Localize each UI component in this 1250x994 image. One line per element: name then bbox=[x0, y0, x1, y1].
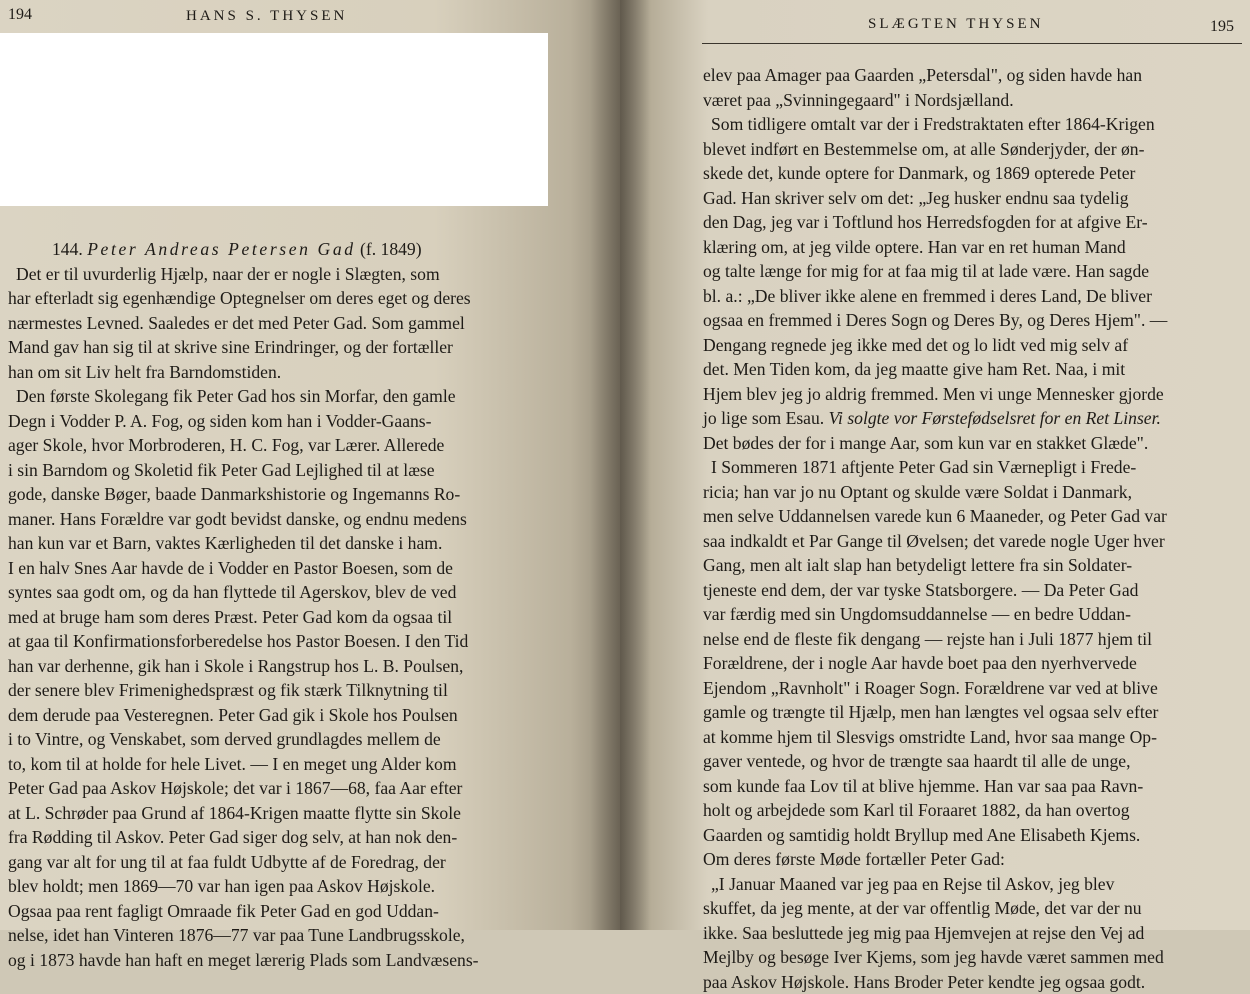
text-line: bl. a.: „De bliver ikke alene en fremmed i deres Land, De bliver bbox=[703, 284, 1243, 309]
text-line: nelse end de fleste fik dengang — rejste han i Juli 1877 hjem til bbox=[703, 627, 1243, 652]
text-line: blevet indført en Bestemmelse om, at alle Sønderjyder, der øn- bbox=[703, 137, 1243, 162]
text-line: Gang, men alt ialt slap han betydeligt lettere fra sin Soldater- bbox=[703, 553, 1243, 578]
text-line: Peter Gad paa Askov Højskole; det var i 1867—68, faa Aar efter bbox=[8, 776, 553, 801]
left-folio: 194 bbox=[8, 6, 32, 24]
right-folio: 195 bbox=[1210, 18, 1234, 36]
text-line: nærmestes Levned. Saaledes er det med Peter Gad. Som gammel bbox=[8, 311, 553, 336]
text-line: holt og arbejdede som Karl til Foraaret 1882, da han overtog bbox=[703, 798, 1243, 823]
text-line: Som tidligere omtalt var der i Fredstraktaten efter 1864-Krigen bbox=[703, 112, 1243, 137]
text-line: Dengang regnede jeg ikke med det og lo lidt ved mig selv af bbox=[703, 333, 1243, 358]
text-line: syntes saa godt om, og da han flyttede til Agerskov, blev de ved bbox=[8, 580, 553, 605]
text-line: klæring om, at jeg vilde optere. Han var en ret human Mand bbox=[703, 235, 1243, 260]
entry-heading bbox=[8, 237, 553, 262]
right-running-head: SLÆGTEN THYSEN bbox=[868, 16, 1043, 33]
text-segment: jo lige som Esau. bbox=[703, 408, 824, 428]
entry-number: 144. bbox=[52, 239, 83, 259]
text-line: Ejendom „Ravnholt" i Roager Sogn. Forældrene var ved at blive bbox=[703, 676, 1243, 701]
entry-name: Peter Andreas Petersen Gad bbox=[87, 239, 355, 259]
text-line: ricia; han var jo nu Optant og skulde være Soldat i Danmark, bbox=[703, 480, 1243, 505]
text-line: tjeneste end dem, der var tyske Statsborgere. — Da Peter Gad bbox=[703, 578, 1243, 603]
text-line: Gaarden og samtidig holdt Bryllup med Ane Elisabeth Kjems. bbox=[703, 823, 1243, 848]
book-gutter-shadow bbox=[590, 0, 650, 930]
text-line: dem derude paa Vesteregnen. Peter Gad gik i Skole hos Poulsen bbox=[8, 703, 553, 728]
left-page bbox=[0, 0, 620, 930]
text-line: gamle og trængte til Hjælp, men han længtes vel ogsaa selv efter bbox=[703, 700, 1243, 725]
text-line: I Sommeren 1871 aftjente Peter Gad sin Værnepligt i Frede- bbox=[703, 455, 1243, 480]
text-line: han var derhenne, gik han i Skole i Rangstrup hos L. B. Poulsen, bbox=[8, 654, 553, 679]
text-line: i sin Barndom og Skoletid fik Peter Gad Lejlighed til at læse bbox=[8, 458, 553, 483]
text-line: Den første Skolegang fik Peter Gad hos sin Morfar, den gamle bbox=[8, 384, 553, 409]
text-line: Ogsaa paa rent fagligt Omraade fik Peter Gad en god Uddan- bbox=[8, 899, 553, 924]
text-line: fra Rødding til Askov. Peter Gad siger dog selv, at han nok den- bbox=[8, 825, 553, 850]
entry-years: (f. 1849) bbox=[360, 239, 422, 259]
text-line: skede det, kunde optere for Danmark, og 1869 opterede Peter bbox=[703, 161, 1243, 186]
text-line: han om sit Liv helt fra Barndomstiden. bbox=[8, 360, 553, 385]
text-line: og i 1873 havde han haft en meget lærerig Plads som Landvæsens- bbox=[8, 948, 553, 973]
text-line: Mand gav han sig til at skrive sine Erindringer, og der fortæller bbox=[8, 335, 553, 360]
text-line: paa Askov Højskole. Hans Broder Peter kendte jeg ogsaa godt. bbox=[703, 970, 1243, 994]
text-line: med at bruge ham som deres Præst. Peter Gad kom da ogsaa til bbox=[8, 605, 553, 630]
text-line: ikke. Saa besluttede jeg mig paa Hjemvejen at rejse den Vej ad bbox=[703, 921, 1243, 946]
text-line: Degn i Vodder P. A. Fog, og siden kom han i Vodder-Gaans- bbox=[8, 409, 553, 434]
text-line: det. Men Tiden kom, da jeg maatte give ham Ret. Naa, i mit bbox=[703, 357, 1243, 382]
text-line: at gaa til Konfirmationsforberedelse hos Pastor Boesen. I den Tid bbox=[8, 629, 553, 654]
text-line: ager Skole, hvor Morbroderen, H. C. Fog, var Lærer. Allerede bbox=[8, 433, 553, 458]
right-header-rule bbox=[702, 43, 1242, 44]
text-line: „I Januar Maaned var jeg paa en Rejse til Askov, jeg blev bbox=[703, 872, 1243, 897]
text-line: gaver ventede, og hvor de trængte saa haardt til alle de unge, bbox=[703, 749, 1243, 774]
right-text-column bbox=[703, 63, 1243, 994]
text-line: maner. Hans Forældre var godt bevidst danske, og endnu medens bbox=[8, 507, 553, 532]
text-line: han kun var et Barn, vaktes Kærligheden til det danske i ham. bbox=[8, 531, 553, 556]
text-line: gode, danske Bøger, baade Danmarkshistorie og Ingemanns Ro- bbox=[8, 482, 553, 507]
text-line: i to Vintre, og Venskabet, som derved grundlagdes mellem de bbox=[8, 727, 553, 752]
text-line: Mejlby og besøge Iver Kjems, som jeg havde været sammen med bbox=[703, 945, 1243, 970]
blank-image-area bbox=[0, 33, 548, 206]
text-line: har efterladt sig egenhændige Optegnelser om deres eget og deres bbox=[8, 286, 553, 311]
text-line-with-quote bbox=[703, 406, 1243, 431]
text-line: den Dag, jeg var i Toftlund hos Herredsfogden for at afgive Er- bbox=[703, 210, 1243, 235]
left-running-head: HANS S. THYSEN bbox=[186, 8, 347, 25]
text-line: Det er til uvurderlig Hjælp, naar der er nogle i Slægten, som bbox=[8, 262, 553, 287]
text-line: som kunde faa Lov til at blive hjemme. Han var saa paa Ravn- bbox=[703, 774, 1243, 799]
text-line: blev holdt; men 1869—70 var han igen paa Askov Højskole. bbox=[8, 874, 553, 899]
text-line: og talte længe for mig for at faa mig til at lade være. Han sagde bbox=[703, 259, 1243, 284]
text-line: at L. Schrøder paa Grund af 1864-Krigen maatte flytte sin Skole bbox=[8, 801, 553, 826]
text-line: var færdig med sin Ungdomsuddannelse — en bedre Uddan- bbox=[703, 602, 1243, 627]
text-line: at komme hjem til Slesvigs omstridte Land, hvor saa mange Op- bbox=[703, 725, 1243, 750]
text-line: skuffet, da jeg mente, at der var offentlig Møde, det var der nu bbox=[703, 896, 1243, 921]
italic-quote: Vi solgte vor Førstefødselsret for en Ret Linser. bbox=[829, 408, 1161, 428]
text-line: Hjem blev jeg jo aldrig fremmed. Men vi unge Mennesker gjorde bbox=[703, 382, 1243, 407]
text-line: været paa „Svinningegaard" i Nordsjælland. bbox=[703, 88, 1243, 113]
text-line: Om deres første Møde fortæller Peter Gad: bbox=[703, 847, 1243, 872]
text-line: Forældrene, der i nogle Aar havde boet paa den nyerhvervede bbox=[703, 651, 1243, 676]
text-line: saa indkaldt et Par Gange til Øvelsen; det varede nogle Uger hver bbox=[703, 529, 1243, 554]
text-line: der senere blev Frimenighedspræst og fik stærk Tilknytning til bbox=[8, 678, 553, 703]
left-text-column bbox=[8, 237, 553, 972]
text-line: I en halv Snes Aar havde de i Vodder en Pastor Boesen, som de bbox=[8, 556, 553, 581]
text-line: nelse, idet han Vinteren 1876—77 var paa Tune Landbrugsskole, bbox=[8, 923, 553, 948]
text-line: to, kom til at holde for hele Livet. — I en meget ung Alder kom bbox=[8, 752, 553, 777]
text-line: men selve Uddannelsen varede kun 6 Maaneder, og Peter Gad var bbox=[703, 504, 1243, 529]
text-line: gang var alt for ung til at faa fuldt Udbytte af de Foredrag, der bbox=[8, 850, 553, 875]
text-line: ogsaa en fremmed i Deres Sogn og Deres By, og Deres Hjem". — bbox=[703, 308, 1243, 333]
text-line: Det bødes der for i mange Aar, som kun var en stakket Glæde". bbox=[703, 431, 1243, 456]
text-line: elev paa Amager paa Gaarden „Petersdal", og siden havde han bbox=[703, 63, 1243, 88]
text-line: Gad. Han skriver selv om det: „Jeg husker endnu saa tydelig bbox=[703, 186, 1243, 211]
